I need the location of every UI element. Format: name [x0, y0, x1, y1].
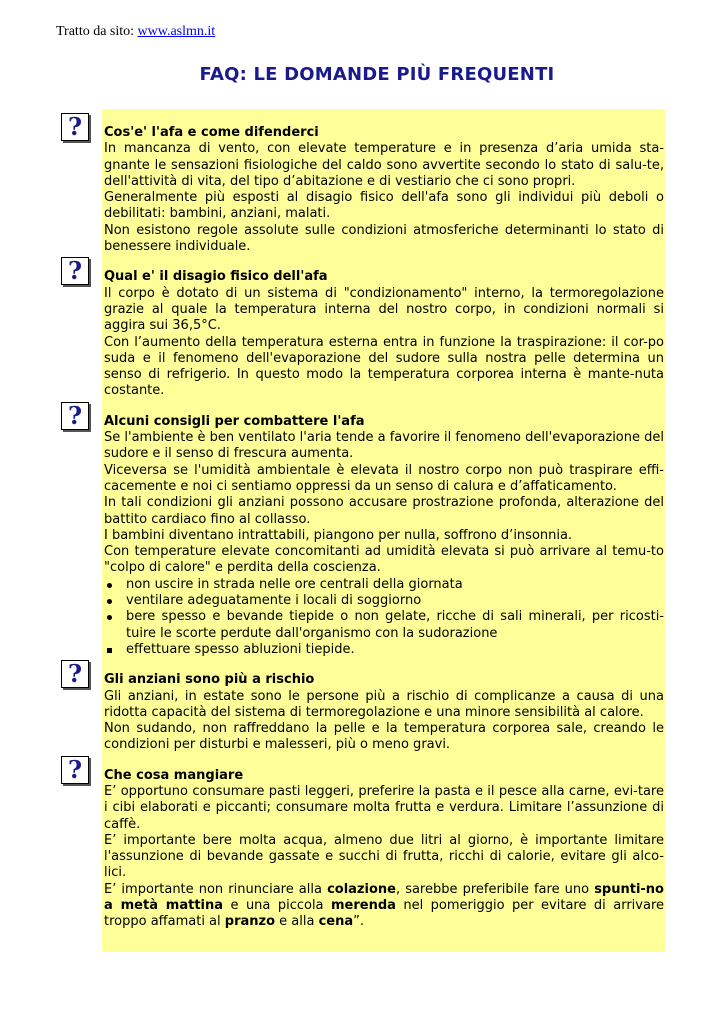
source-prefix: Tratto da sito: — [56, 24, 138, 39]
faq-heading: Gli anziani sono più a rischio — [104, 672, 315, 688]
faq-section — [67, 112, 664, 255]
bold-meal-term: merenda — [330, 898, 396, 914]
faq-paragraph: E’ opportuno consumare pasti leggeri, preferire la pasta e il pesce alla carne, evi-tare i cibi elaborati e piccanti; consumare molta frutta e verdura. Limitare l’assunzione di caffè. — [104, 783, 664, 832]
text-run: , sarebbe preferibile fare uno — [395, 881, 595, 897]
faq-section — [67, 754, 664, 931]
list-item: bere spesso e bevande tiepide o non gelate, ricche di sali minerali, per ricosti-tuire le scorte perdute dall'organismo con la sudorazione — [104, 609, 664, 642]
faq-heading: Che cosa mangiare — [104, 767, 244, 783]
faq-paragraph: Viceversa se l'umidità ambientale è elevata il nostro corpo non può traspirare effi-cacemente e noi ci sentiamo oppressi da un senso di calura e d’affaticamento. — [104, 462, 664, 494]
faq-paragraph: E’ importante bere molta acqua, almeno due litri al giorno, è importante limitare l'assunzione di bevande gassate e succhi di frutta, ricchi di calorie, evitare gli alco-lici. — [104, 832, 664, 881]
faq-paragraph: Se l'ambiente è ben ventilato l'aria tende a favorire il fenomeno dell'evaporazione del sudore e il senso di frescura aumenta. — [104, 430, 664, 462]
source-link[interactable]: www.aslmn.it — [137, 24, 216, 39]
faq-paragraph: I bambini diventano intrattabili, piangono per nulla, soffrono d’insonnia. — [104, 527, 573, 543]
faq-heading: Alcuni consigli per combattere l'afa — [104, 413, 365, 429]
page-title: FAQ: LE DOMANDE PIÙ FREQUENTI — [199, 64, 555, 85]
source-line — [56, 24, 215, 40]
list-item: ventilare adeguatamente i locali di soggiorno — [104, 593, 664, 609]
faq-heading: Qual e' il disagio fisico dell'afa — [104, 269, 328, 285]
text-run: e una piccola — [223, 898, 331, 914]
faq-paragraph-meals — [104, 882, 664, 931]
faq-paragraph: Con l’aumento della temperatura esterna entra in funzione la traspirazione: il cor-po suda e il fenomeno dell'evaporazione del sudore sulla nostra pelle determina un senso di refrigerio. In questo modo la temperatura corporea interna è mante-nuta costante. — [104, 334, 664, 399]
list-item: non uscire in strada nelle ore centrali della giornata — [104, 577, 664, 593]
text-run: E’ importante non rinunciare alla — [104, 881, 328, 897]
faq-paragraph: Gli anziani, in estate sono le persone più a rischio di complicanze a causa di una ridotta capacità del sistema di termoregolazione e una minore sensibilità al calore. — [104, 688, 664, 720]
bold-meal-term: cena — [318, 914, 354, 930]
faq-section — [67, 659, 664, 753]
text-run: ”. — [353, 914, 365, 930]
list-item: effettuare spesso abluzioni tiepide. — [104, 642, 664, 658]
question-mark-icon: ? — [61, 113, 89, 141]
faq-paragraph: In mancanza di vento, con elevate temperature e in presenza d’aria umida sta-gnante le sensazioni fisiologiche del caldo sono avvertite secondo lo stato di salu-te, dell'attività di vita, del tipo d’abitazione e di vestiario che ci sono propri. — [104, 141, 664, 189]
faq-heading: Cos'e' l'afa e come difenderci — [104, 125, 319, 140]
question-mark-icon: ? — [61, 402, 89, 430]
text-run: e alla — [275, 914, 319, 930]
faq-paragraph: In tali condizioni gli anziani possono accusare prostrazione profonda, alterazione del battito cardiaco fino al collasso. — [104, 495, 664, 527]
text-run: nel pomeriggio per evitare di arrivare troppo affamati al — [104, 898, 664, 930]
question-mark-icon: ? — [61, 660, 89, 688]
advice-list — [104, 577, 664, 658]
question-mark-icon: ? — [61, 257, 89, 285]
faq-section — [67, 400, 664, 658]
bold-meal-term: spunti-no a metà mattina — [104, 881, 664, 914]
faq-section — [67, 256, 664, 399]
bold-meal-term: pranzo — [224, 914, 276, 930]
faq-paragraph: Il corpo è dotato di un sistema di "condizionamento" interno, la termoregolazione grazie al quale la temperatura interna del nostro corpo, in condizioni normali si aggira sui 36,5°C. — [104, 285, 664, 334]
faq-paragraph: Con temperature elevate concomitanti ad umidità elevata si può arrivare al temu-to "colpo di calore" e perdita della coscienza. — [104, 544, 664, 576]
faq-paragraph: Non sudando, non raffreddano la pelle e la temperatura corporea sale, creando le condizioni per disturbi e malesseri, più o meno gravi. — [104, 721, 664, 753]
faq-paragraph: Non esistono regole assolute sulle condizioni atmosferiche determinanti lo stato di benessere individuale. — [104, 222, 664, 255]
faq-content — [67, 112, 664, 931]
faq-paragraph: Generalmente più esposti al disagio fisico dell'afa sono gli individui più deboli o debilitati: bambini, anziani, malati. — [104, 190, 664, 222]
question-mark-icon: ? — [61, 756, 89, 784]
bold-meal-term: colazione — [327, 881, 396, 897]
